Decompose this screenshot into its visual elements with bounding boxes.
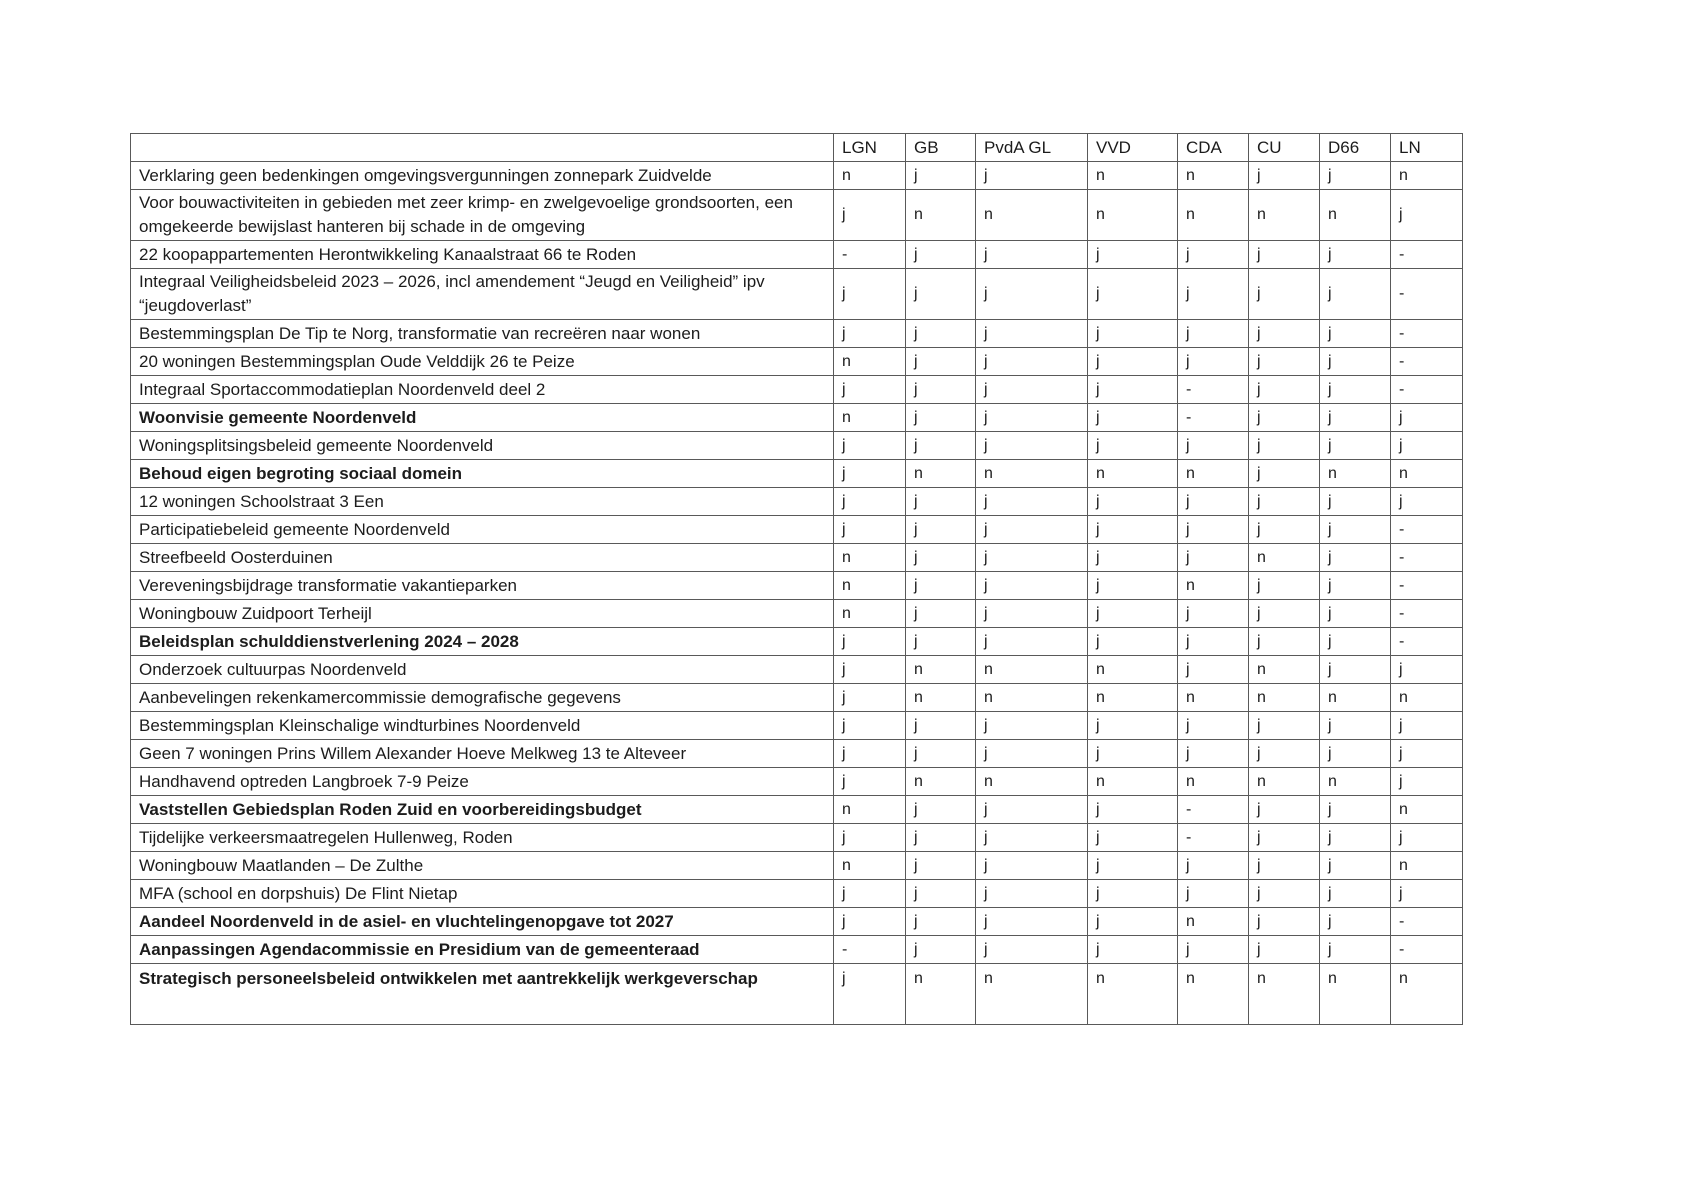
table-row [131, 936, 1463, 964]
vote-cell: j [1249, 796, 1320, 824]
column-header: D66 [1320, 134, 1391, 162]
vote-cell: j [1088, 740, 1178, 768]
vote-cell: j [1320, 404, 1391, 432]
vote-cell: j [976, 824, 1088, 852]
vote-cell: j [906, 404, 976, 432]
vote-cell: j [1088, 824, 1178, 852]
vote-cell: j [1088, 488, 1178, 516]
vote-cell: j [1249, 880, 1320, 908]
vote-cell: j [1249, 348, 1320, 376]
vote-cell: j [906, 241, 976, 269]
vote-cell: j [1320, 628, 1391, 656]
vote-cell: j [1249, 600, 1320, 628]
vote-cell: j [1320, 320, 1391, 348]
vote-cell: n [834, 796, 906, 824]
vote-cell: n [906, 190, 976, 241]
table-row [131, 852, 1463, 880]
vote-cell: j [906, 936, 976, 964]
vote-cell: j [976, 544, 1088, 572]
vote-cell: j [834, 880, 906, 908]
row-label: Aanpassingen Agendacommissie en Presidium van de gemeenteraad [131, 936, 834, 964]
vote-cell: j [834, 684, 906, 712]
vote-cell: j [906, 712, 976, 740]
vote-cell: n [1391, 852, 1463, 880]
vote-cell: j [976, 404, 1088, 432]
vote-cell: j [1178, 544, 1249, 572]
vote-cell: j [1320, 544, 1391, 572]
vote-cell: j [906, 572, 976, 600]
row-label: MFA (school en dorpshuis) De Flint Nietap [131, 880, 834, 908]
vote-cell: j [906, 488, 976, 516]
vote-cell: j [1320, 740, 1391, 768]
vote-cell: j [1249, 824, 1320, 852]
vote-cell: j [834, 628, 906, 656]
vote-cell: j [1178, 241, 1249, 269]
table-row [131, 684, 1463, 712]
vote-cell: j [906, 516, 976, 544]
vote-cell: j [1249, 936, 1320, 964]
vote-cell: n [834, 572, 906, 600]
table-row [131, 880, 1463, 908]
vote-cell: n [834, 544, 906, 572]
vote-cell: j [976, 162, 1088, 190]
vote-cell: j [1178, 880, 1249, 908]
vote-cell: j [1178, 488, 1249, 516]
vote-cell: j [1391, 880, 1463, 908]
vote-cell: - [834, 936, 906, 964]
table-row [131, 404, 1463, 432]
vote-cell: - [1391, 348, 1463, 376]
vote-cell: n [834, 348, 906, 376]
vote-cell: j [906, 880, 976, 908]
vote-cell: j [1320, 600, 1391, 628]
vote-cell: n [834, 162, 906, 190]
vote-cell: j [906, 376, 976, 404]
vote-cell: j [1391, 712, 1463, 740]
vote-cell: j [1320, 712, 1391, 740]
row-label: Beleidsplan schulddienstverlening 2024 – 2028 [131, 628, 834, 656]
vote-cell: j [834, 824, 906, 852]
vote-cell: n [976, 684, 1088, 712]
vote-cell: j [976, 269, 1088, 320]
vote-cell: j [834, 712, 906, 740]
vote-cell: j [1391, 488, 1463, 516]
vote-cell: j [1178, 600, 1249, 628]
row-label: Aanbevelingen rekenkamercommissie demografische gegevens [131, 684, 834, 712]
vote-cell: j [906, 162, 976, 190]
table-header [131, 134, 1463, 162]
vote-cell: j [1088, 796, 1178, 824]
vote-cell: j [976, 348, 1088, 376]
vote-cell: j [834, 376, 906, 404]
corner-cell [131, 134, 834, 162]
vote-cell: j [1178, 656, 1249, 684]
vote-cell: j [1088, 936, 1178, 964]
vote-cell: - [1391, 241, 1463, 269]
vote-cell: j [1249, 269, 1320, 320]
vote-cell: j [1088, 320, 1178, 348]
vote-cell: j [906, 852, 976, 880]
vote-cell: j [1088, 241, 1178, 269]
vote-cell: j [906, 908, 976, 936]
table-row [131, 269, 1463, 320]
column-header: PvdA GL [976, 134, 1088, 162]
vote-cell: n [906, 460, 976, 488]
row-label: Geen 7 woningen Prins Willem Alexander Hoeve Melkweg 13 te Alteveer [131, 740, 834, 768]
vote-cell: j [976, 600, 1088, 628]
vote-cell: n [1320, 768, 1391, 796]
vote-cell: j [1320, 880, 1391, 908]
vote-cell: n [976, 964, 1088, 1025]
vote-cell: n [1178, 460, 1249, 488]
vote-cell: j [1320, 376, 1391, 404]
vote-cell: n [1249, 544, 1320, 572]
vote-cell: - [1391, 572, 1463, 600]
vote-cell: - [1391, 544, 1463, 572]
vote-cell: n [1391, 162, 1463, 190]
vote-cell: j [1178, 320, 1249, 348]
table-row [131, 488, 1463, 516]
vote-cell: n [1391, 964, 1463, 1025]
vote-cell: - [1391, 600, 1463, 628]
row-label: Verklaring geen bedenkingen omgevingsvergunningen zonnepark Zuidvelde [131, 162, 834, 190]
vote-cell: j [906, 348, 976, 376]
vote-cell: j [1320, 488, 1391, 516]
vote-cell: j [976, 852, 1088, 880]
vote-cell: j [1178, 740, 1249, 768]
vote-cell: j [906, 740, 976, 768]
column-header: CU [1249, 134, 1320, 162]
table-row [131, 432, 1463, 460]
vote-cell: j [1249, 908, 1320, 936]
vote-cell: n [1249, 684, 1320, 712]
row-label: Woningsplitsingsbeleid gemeente Noordenveld [131, 432, 834, 460]
vote-cell: j [1391, 824, 1463, 852]
vote-cell: n [834, 404, 906, 432]
vote-cell: j [1391, 656, 1463, 684]
table-row [131, 348, 1463, 376]
vote-cell: j [1391, 740, 1463, 768]
vote-cell: j [834, 768, 906, 796]
vote-cell: j [1391, 768, 1463, 796]
vote-cell: n [1088, 656, 1178, 684]
vote-cell: j [1249, 320, 1320, 348]
vote-cell: j [1320, 516, 1391, 544]
vote-cell: j [834, 656, 906, 684]
vote-cell: j [1249, 852, 1320, 880]
vote-cell: j [1249, 628, 1320, 656]
row-label: Onderzoek cultuurpas Noordenveld [131, 656, 834, 684]
vote-cell: j [906, 544, 976, 572]
table-row [131, 460, 1463, 488]
vote-cell: j [834, 320, 906, 348]
vote-cell: - [1391, 376, 1463, 404]
vote-cell: j [1088, 432, 1178, 460]
vote-cell: j [1249, 516, 1320, 544]
vote-cell: n [976, 460, 1088, 488]
vote-cell: j [1088, 880, 1178, 908]
vote-cell: j [906, 824, 976, 852]
vote-cell: j [1088, 516, 1178, 544]
table-row [131, 908, 1463, 936]
vote-cell: j [1249, 162, 1320, 190]
column-header: LN [1391, 134, 1463, 162]
vote-cell: j [834, 460, 906, 488]
vote-cell: - [1178, 796, 1249, 824]
vote-cell: - [834, 241, 906, 269]
vote-cell: j [1320, 656, 1391, 684]
vote-cell: j [1320, 936, 1391, 964]
vote-cell: n [1320, 460, 1391, 488]
vote-cell: n [1320, 190, 1391, 241]
vote-cell: j [1320, 162, 1391, 190]
vote-cell: j [1249, 572, 1320, 600]
vote-cell: n [1320, 684, 1391, 712]
vote-cell: j [976, 516, 1088, 544]
vote-cell: n [1320, 964, 1391, 1025]
vote-cell: j [1178, 348, 1249, 376]
vote-cell: j [834, 432, 906, 460]
vote-cell: n [1178, 572, 1249, 600]
vote-cell: j [1178, 516, 1249, 544]
vote-cell: j [976, 432, 1088, 460]
vote-cell: n [1088, 190, 1178, 241]
vote-cell: j [1249, 712, 1320, 740]
row-label: Woonvisie gemeente Noordenveld [131, 404, 834, 432]
vote-cell: j [834, 740, 906, 768]
column-header: VVD [1088, 134, 1178, 162]
vote-cell: n [1391, 684, 1463, 712]
vote-cell: j [1178, 852, 1249, 880]
row-label: Integraal Sportaccommodatieplan Noordenveld deel 2 [131, 376, 834, 404]
vote-cell: j [1088, 404, 1178, 432]
vote-cell: j [1391, 432, 1463, 460]
table-row [131, 190, 1463, 241]
vote-cell: n [1088, 964, 1178, 1025]
vote-cell: n [906, 684, 976, 712]
row-label: Tijdelijke verkeersmaatregelen Hullenweg, Roden [131, 824, 834, 852]
vote-cell: j [1249, 432, 1320, 460]
vote-cell: j [976, 628, 1088, 656]
table-row [131, 628, 1463, 656]
vote-cell: n [1249, 964, 1320, 1025]
vote-cell: j [1249, 460, 1320, 488]
vote-cell: j [834, 488, 906, 516]
table-body [131, 162, 1463, 1025]
vote-cell: n [1178, 162, 1249, 190]
table-row [131, 516, 1463, 544]
header-row [131, 134, 1463, 162]
vote-cell: - [1178, 824, 1249, 852]
vote-cell: n [906, 768, 976, 796]
table-row [131, 740, 1463, 768]
vote-cell: j [1088, 908, 1178, 936]
vote-cell: n [906, 656, 976, 684]
vote-cell: j [976, 712, 1088, 740]
vote-cell: n [976, 190, 1088, 241]
vote-cell: j [1320, 908, 1391, 936]
table-row [131, 656, 1463, 684]
vote-cell: j [1320, 269, 1391, 320]
vote-cell: n [976, 656, 1088, 684]
vote-cell: j [906, 600, 976, 628]
vote-cell: j [1320, 796, 1391, 824]
row-label: Woningbouw Maatlanden – De Zulthe [131, 852, 834, 880]
vote-cell: j [976, 796, 1088, 824]
vote-cell: n [834, 852, 906, 880]
vote-cell: j [1178, 432, 1249, 460]
vote-cell: n [1178, 684, 1249, 712]
column-header: LGN [834, 134, 906, 162]
row-label: Vaststellen Gebiedsplan Roden Zuid en voorbereidingsbudget [131, 796, 834, 824]
vote-cell: j [834, 516, 906, 544]
vote-cell: j [976, 241, 1088, 269]
vote-cell: n [1088, 768, 1178, 796]
vote-cell: j [1391, 404, 1463, 432]
vote-cell: n [1178, 908, 1249, 936]
vote-cell: j [1088, 712, 1178, 740]
vote-cell: n [1391, 460, 1463, 488]
vote-cell: j [976, 488, 1088, 516]
vote-cell: j [1178, 628, 1249, 656]
vote-cell: j [1088, 269, 1178, 320]
vote-cell: j [834, 269, 906, 320]
row-label: Participatiebeleid gemeente Noordenveld [131, 516, 834, 544]
row-label: Woningbouw Zuidpoort Terheijl [131, 600, 834, 628]
table-row [131, 376, 1463, 404]
vote-cell: j [1320, 432, 1391, 460]
vote-cell: j [834, 190, 906, 241]
row-label: Bestemmingsplan Kleinschalige windturbines Noordenveld [131, 712, 834, 740]
vote-cell: j [1249, 488, 1320, 516]
vote-cell: j [976, 880, 1088, 908]
column-header: GB [906, 134, 976, 162]
vote-cell: j [1249, 376, 1320, 404]
vote-cell: j [1178, 712, 1249, 740]
table-row [131, 320, 1463, 348]
vote-cell: j [1320, 348, 1391, 376]
row-label: 20 woningen Bestemmingsplan Oude Velddijk 26 te Peize [131, 348, 834, 376]
vote-cell: j [976, 572, 1088, 600]
vote-cell: j [976, 320, 1088, 348]
vote-cell: j [1320, 852, 1391, 880]
vote-cell: n [1178, 190, 1249, 241]
vote-cell: j [1249, 404, 1320, 432]
table-row [131, 600, 1463, 628]
vote-cell: n [906, 964, 976, 1025]
vote-cell: - [1391, 628, 1463, 656]
vote-cell: j [1178, 269, 1249, 320]
vote-cell: n [976, 768, 1088, 796]
row-label: 12 woningen Schoolstraat 3 Een [131, 488, 834, 516]
row-label: Bestemmingsplan De Tip te Norg, transformatie van recreëren naar wonen [131, 320, 834, 348]
column-header: CDA [1178, 134, 1249, 162]
vote-cell: j [976, 740, 1088, 768]
table-row [131, 241, 1463, 269]
vote-cell: - [1391, 320, 1463, 348]
vote-cell: n [1178, 768, 1249, 796]
vote-cell: j [976, 936, 1088, 964]
vote-cell: j [1320, 824, 1391, 852]
vote-cell: j [976, 376, 1088, 404]
vote-cell: n [1249, 768, 1320, 796]
vote-cell: j [1088, 376, 1178, 404]
table-row [131, 768, 1463, 796]
row-label: Voor bouwactiviteiten in gebieden met zeer krimp- en zwelgevoelige grondsoorten, een omgekeerde bewijslast hanteren bij schade in de omgeving [131, 190, 834, 241]
vote-cell: - [1391, 908, 1463, 936]
vote-cell: j [906, 269, 976, 320]
vote-cell: j [1178, 936, 1249, 964]
vote-cell: j [1249, 740, 1320, 768]
vote-cell: - [1391, 936, 1463, 964]
vote-cell: j [906, 796, 976, 824]
vote-cell: j [1320, 241, 1391, 269]
vote-cell: j [1088, 600, 1178, 628]
vote-cell: n [834, 600, 906, 628]
vote-cell: j [1249, 241, 1320, 269]
row-label: Behoud eigen begroting sociaal domein [131, 460, 834, 488]
row-label: Integraal Veiligheidsbeleid 2023 – 2026, incl amendement “Jeugd en Veiligheid” ipv “jeugdoverlast” [131, 269, 834, 320]
vote-cell: j [1088, 544, 1178, 572]
table-row [131, 712, 1463, 740]
vote-cell: n [1088, 162, 1178, 190]
vote-cell: n [1088, 684, 1178, 712]
vote-cell: j [834, 964, 906, 1025]
vote-cell: j [834, 908, 906, 936]
table-row [131, 572, 1463, 600]
vote-cell: n [1249, 656, 1320, 684]
vote-cell: n [1178, 964, 1249, 1025]
vote-cell: j [906, 432, 976, 460]
vote-cell: n [1391, 796, 1463, 824]
vote-cell: j [976, 908, 1088, 936]
row-label: Vereveningsbijdrage transformatie vakantieparken [131, 572, 834, 600]
vote-cell: - [1391, 516, 1463, 544]
table-row [131, 964, 1463, 1025]
vote-cell: j [1088, 572, 1178, 600]
vote-cell: - [1178, 404, 1249, 432]
vote-cell: j [1088, 628, 1178, 656]
vote-cell: n [1088, 460, 1178, 488]
row-label: Aandeel Noordenveld in de asiel- en vluchtelingenopgave tot 2027 [131, 908, 834, 936]
vote-cell: j [1391, 190, 1463, 241]
vote-cell: j [1320, 572, 1391, 600]
row-label: Streefbeeld Oosterduinen [131, 544, 834, 572]
vote-cell: j [1088, 348, 1178, 376]
vote-cell: - [1391, 269, 1463, 320]
row-label: Strategisch personeelsbeleid ontwikkelen met aantrekkelijk werkgeverschap [131, 964, 834, 1025]
voting-results-table [130, 133, 1463, 1025]
vote-cell: j [906, 320, 976, 348]
table-row [131, 796, 1463, 824]
row-label: Handhavend optreden Langbroek 7-9 Peize [131, 768, 834, 796]
vote-cell: n [1249, 190, 1320, 241]
table-row [131, 162, 1463, 190]
row-label: 22 koopappartementen Herontwikkeling Kanaalstraat 66 te Roden [131, 241, 834, 269]
vote-cell: - [1178, 376, 1249, 404]
vote-cell: j [906, 628, 976, 656]
table-row [131, 824, 1463, 852]
vote-cell: j [1088, 852, 1178, 880]
table-row [131, 544, 1463, 572]
